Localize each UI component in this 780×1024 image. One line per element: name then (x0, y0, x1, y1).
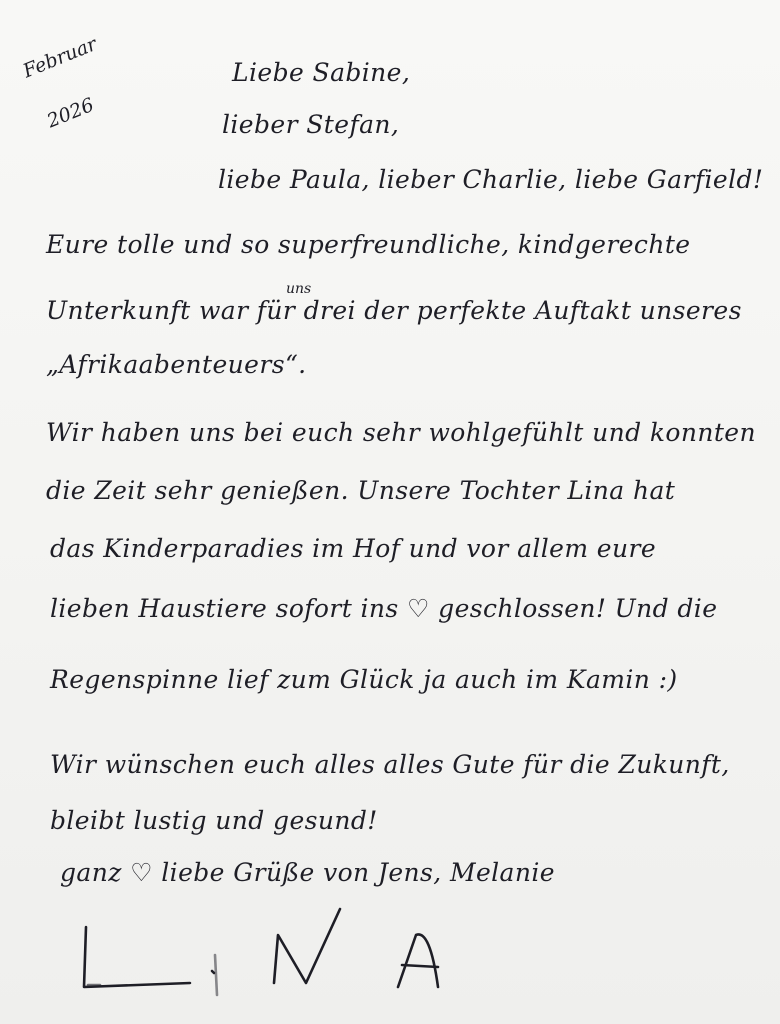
greeting-line-1: Liebe Sabine, (232, 58, 411, 87)
closing-line: ganz ♡ liebe Grüße von Jens, Melanie (60, 858, 555, 887)
date-month: Februar (20, 33, 100, 83)
inserted-word: uns (286, 281, 312, 297)
para2-line-3: das Kinderparadies im Hof und vor allem eure (50, 534, 657, 563)
date-year: 2026 (44, 93, 98, 133)
para1-line-3: „Afrikaabenteuers“. (46, 350, 307, 379)
para3-line-2: bleibt lustig und gesund! (50, 806, 378, 835)
para2-line-1: Wir haben uns bei euch sehr wohlgefühlt und konnten (46, 418, 756, 447)
para2-line-2: die Zeit sehr genießen. Unsere Tochter Lina hat (46, 476, 676, 505)
para1-line-1: Eure tolle und so superfreundliche, kindgerechte (46, 230, 691, 259)
para2-line-4: lieben Haustiere sofort ins ♡ geschlossen! Und die (50, 594, 718, 623)
para1-line-2: Unterkunft war für drei der perfekte Auftakt unseres (46, 296, 742, 325)
para2-line-5: Regenspinne lief zum Glück ja auch im Kamin :) (50, 665, 678, 694)
child-signature-drawing (60, 895, 480, 1005)
greeting-line-3: liebe Paula, lieber Charlie, liebe Garfield! (218, 165, 764, 194)
para3-line-1: Wir wünschen euch alles alles Gute für die Zukunft, (50, 750, 730, 779)
greeting-line-2: lieber Stefan, (222, 110, 400, 139)
